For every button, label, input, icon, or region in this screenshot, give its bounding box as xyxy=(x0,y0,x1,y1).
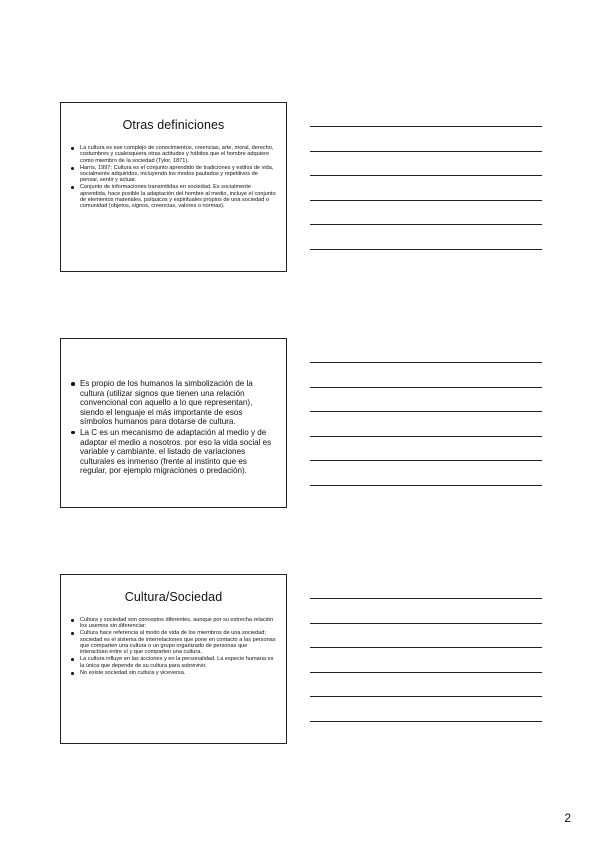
note-line xyxy=(310,623,542,624)
slide-bullet-list xyxy=(71,379,276,477)
list-item: Conjunto de informaciones transmitidas en sociedad. Es socialmente aprendida, hace posible la adaptación del hombre al medio, incluye el conjunto de elementos materiales, psíquicos y espirituales propios de una sociedad o comunidad (objetos, signos, creencias, valores o normas). xyxy=(71,184,276,209)
notes-lines-2 xyxy=(310,362,542,510)
note-line xyxy=(310,387,542,388)
note-line xyxy=(310,647,542,648)
note-line xyxy=(310,200,542,201)
note-line xyxy=(310,672,542,673)
list-item: La cultura influye en las acciones y en la personalidad. La especie humana es la única que depende de su cultura para sobrevivir. xyxy=(71,656,276,669)
note-line xyxy=(310,598,542,599)
note-line xyxy=(310,696,542,697)
note-line xyxy=(310,126,542,127)
list-item: No existe sociedad sin cultura y viceversa. xyxy=(71,670,276,676)
list-item: La cultura es ese complejo de conocimientos, creencias, arte, moral, derecho, costumbres y cualesquiera otras actitudes y hábitos que el hombre adquiere como miembro de la sociedad (Tylor, 1871). xyxy=(71,145,276,164)
notes-lines-3 xyxy=(310,598,542,746)
note-line xyxy=(310,151,542,152)
slide-bullet-list xyxy=(71,617,276,677)
list-item: Cultura hace referencia al modo de vida de los miembros de una sociedad; sociedad es el sistema de interrelaciones que pone en contacto a las personas que comparten una cultura o un grupo organizado de personas que interactúan entre sí y que comparten una cultura. xyxy=(71,630,276,655)
note-line xyxy=(310,721,542,722)
list-item: Cultura y sociedad son conceptos diferentes, aunque por su estrecha relación los usemos sin diferenciar: xyxy=(71,617,276,630)
page-number: 2 xyxy=(564,811,571,825)
list-item: Es propio de los humanos la simbolización de la cultura (utilizar signos que tienen una relación convencional con aquello a lo que representan), siendo el lenguaje el más importante de esos símbolos humanos para dotarse de cultura. xyxy=(71,379,276,427)
note-line xyxy=(310,175,542,176)
note-line xyxy=(310,249,542,250)
list-item: La C es un mecanismo de adaptación al medio y de adaptar el medio a nosotros. por eso la vida social es variable y cambiante. el listado de variaciones culturales es inmenso (frente al instinto que es regular, por ejemplo migraciones o predación). xyxy=(71,428,276,476)
note-line xyxy=(310,485,542,486)
slide-1 xyxy=(60,102,287,272)
notes-lines-1 xyxy=(310,126,542,274)
note-line xyxy=(310,436,542,437)
slide-title: Otras definiciones xyxy=(122,118,225,132)
slide-2 xyxy=(60,338,287,508)
slide-bullet-list xyxy=(71,145,276,210)
note-line xyxy=(310,411,542,412)
note-line xyxy=(310,362,542,363)
slide-3 xyxy=(60,574,287,744)
note-line xyxy=(310,460,542,461)
list-item: Harris, 1997: Cultura es el conjunto aprendido de tradiciones y estilos de vida, socialmente adquiridos, incluyendo los modos pautados y repetitivos de pensar, sentir y actuar. xyxy=(71,165,276,184)
note-line xyxy=(310,224,542,225)
slide-title: Cultura/Sociedad xyxy=(124,590,223,604)
